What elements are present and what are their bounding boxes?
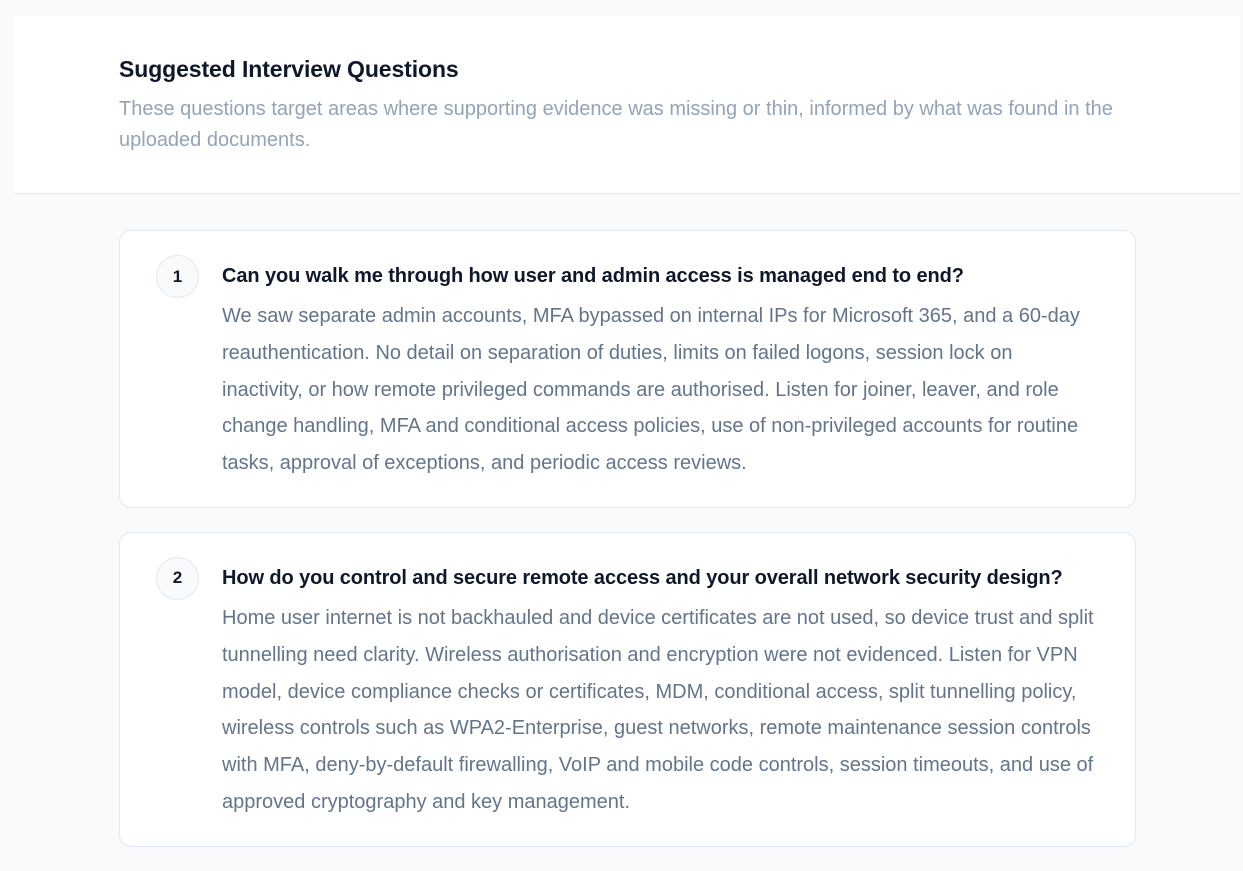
page-title: Suggested Interview Questions xyxy=(119,56,459,82)
question-title: Can you walk me through how user and admin access is managed end to end? xyxy=(222,265,964,287)
question-detail: We saw separate admin accounts, MFA bypassed on internal IPs for Microsoft 365, and a 60-day reauthentication. No detail on separation of duties, limits on failed logons, session lock on inactivity, or how remote privileged commands are authorised. Listen for joiner, leaver, and role change handling, MFA and conditional access policies, use of non-privileged accounts for routine tasks, approval of exceptions, and periodic access reviews. xyxy=(222,305,1080,475)
question-number-badge: 1 xyxy=(156,255,199,298)
header-panel xyxy=(14,16,1240,194)
question-card xyxy=(119,532,1136,847)
question-card xyxy=(119,230,1136,508)
question-title: How do you control and secure remote access and your overall network security design? xyxy=(222,566,1063,589)
question-detail: Home user internet is not backhauled and device certificates are not used, so device trust and split tunnelling need clarity. Wireless authorisation and encryption were not evidenced. Listen for VPN model, device compliance checks or certificates, MDM, conditional access, split tunnelling policy, wireless controls such as WPA2-Enterprise, guest networks, remote maintenance session controls with MFA, deny-by-default firewalling, VoIP and mobile code controls, session timeouts, and use of approved cryptography and key management. xyxy=(222,606,1094,813)
question-list xyxy=(119,230,1136,871)
question-number-badge: 2 xyxy=(156,557,199,600)
page-subtitle: These questions target areas where supporting evidence was missing or thin, informed by what was found in the uploaded documents. xyxy=(119,98,1113,151)
